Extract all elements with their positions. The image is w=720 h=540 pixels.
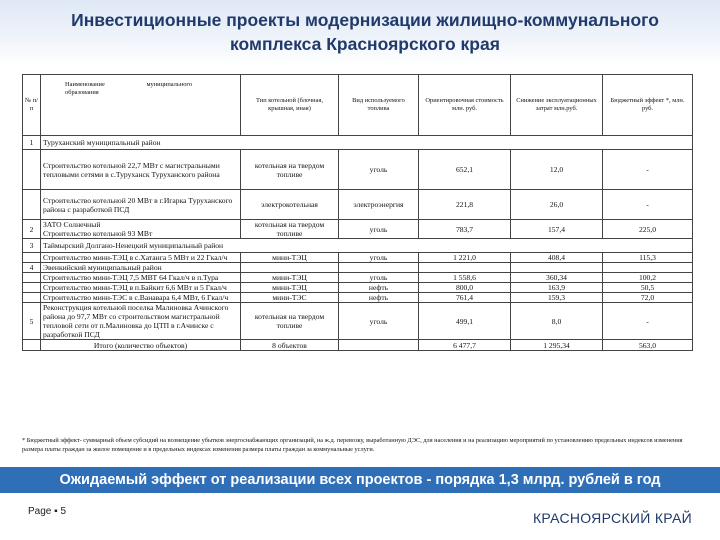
project-row-1 <box>23 150 693 190</box>
total-row <box>23 340 693 351</box>
header-budget: Бюджетный эффект *, млн. руб. <box>603 75 693 136</box>
project-name: Строительство мини-ТЭС в с.Ванавара 6,4 МВт, 6 Гкал/ч <box>41 293 241 303</box>
project-cost: 1 221,0 <box>419 253 511 263</box>
region-name: Таймырский Долгано-Ненецкий муниципальный район <box>41 239 693 253</box>
header-type: Тип котельной (блочная, крышная, иная) <box>241 75 339 136</box>
region-logo: КРАСНОЯРСКИЙ КРАЙ <box>532 510 692 526</box>
project-budget: 115,3 <box>603 253 693 263</box>
project-name: Строительство котельной 22,7 МВт с магистральными тепловыми сетями в с.Туруханск Туруханского района <box>41 150 241 190</box>
header-row <box>23 75 693 136</box>
project-name <box>41 220 241 239</box>
header-num: № п/п <box>23 75 41 136</box>
project-savings: 408,4 <box>511 253 603 263</box>
project-budget: - <box>603 190 693 220</box>
project-fuel: уголь <box>339 150 419 190</box>
region-name: ЗАТО Солнечный <box>43 220 101 229</box>
summary-banner: Ожидаемый эффект от реализации всех проектов - порядка 1,3 млрд. рублей в год <box>0 467 720 493</box>
page-number: Page ▪ 5 <box>28 506 67 517</box>
header-name-a: Наименование <box>65 81 105 88</box>
project-cost: 1 558,6 <box>419 273 511 283</box>
header-name-b: муниципального <box>146 81 193 88</box>
project-row-8 <box>23 303 693 340</box>
project-row-3 <box>23 220 693 239</box>
project-type: котельная на твердом топливе <box>241 220 339 239</box>
project-fuel: уголь <box>339 303 419 340</box>
project-budget: 72,0 <box>603 293 693 303</box>
project-savings: 8,0 <box>511 303 603 340</box>
project-type: электрокотельная <box>241 190 339 220</box>
project-cost: 499,1 <box>419 303 511 340</box>
project-fuel: уголь <box>339 253 419 263</box>
project-row-5 <box>23 273 693 283</box>
header-cost: Ориентировочная стоимость млн. руб. <box>419 75 511 136</box>
project-budget: 225,0 <box>603 220 693 239</box>
header-savings: Снижение эксплуатационных затрат млн.руб. <box>511 75 603 136</box>
project-type: мини-ТЭЦ <box>241 273 339 283</box>
project-budget: 50,5 <box>603 283 693 293</box>
project-type: котельная на твердом топливе <box>241 303 339 340</box>
project-fuel: уголь <box>339 220 419 239</box>
project-budget: - <box>603 303 693 340</box>
total-savings: 1 295,34 <box>511 340 603 351</box>
region-row-3 <box>23 239 693 253</box>
total-cost: 6 477,7 <box>419 340 511 351</box>
total-objects: 8 объектов <box>241 340 339 351</box>
project-savings: 26,0 <box>511 190 603 220</box>
project-fuel: уголь <box>339 273 419 283</box>
project-cost: 761,4 <box>419 293 511 303</box>
project-name-text: Строительство котельной 93 МВт <box>43 229 153 238</box>
project-name: Реконструкция котельной поселка Малиновка Ачинского района до 97,7 МВт со строительством магистральной тепловой сети от п.Малиновка до ЦТП в г.Ачинске с разработкой ПСД <box>41 303 241 340</box>
project-fuel: нефть <box>339 293 419 303</box>
region-num: 3 <box>23 239 41 253</box>
project-row-4 <box>23 253 693 263</box>
total-budget: 563,0 <box>603 340 693 351</box>
project-type: мини-ТЭЦ <box>241 283 339 293</box>
project-savings: 157,4 <box>511 220 603 239</box>
title-line-1: Инвестиционные проекты модернизации жилищно-коммунального <box>71 10 659 30</box>
region-num: 4 <box>23 263 41 273</box>
region-name: Эвенкийский муниципальный район <box>41 263 241 273</box>
project-budget: 100,2 <box>603 273 693 283</box>
region-row-1 <box>23 136 693 150</box>
total-label: Итого (количество объектов) <box>41 340 241 351</box>
project-cost: 783,7 <box>419 220 511 239</box>
project-savings: 159,3 <box>511 293 603 303</box>
region-num: 2 <box>23 220 41 239</box>
header-name-c: образования <box>65 89 99 96</box>
projects-table <box>22 74 693 351</box>
header-name <box>41 75 241 136</box>
project-cost: 800,0 <box>419 283 511 293</box>
region-name: Туруханский муниципальный район <box>41 136 693 150</box>
project-name: Строительство мини-ТЭЦ в с.Хатанга 5 МВт и 22 Гкал/ч <box>41 253 241 263</box>
project-cost: 652,1 <box>419 150 511 190</box>
project-type: котельная на твердом топливе <box>241 150 339 190</box>
project-row-6 <box>23 283 693 293</box>
project-budget: - <box>603 150 693 190</box>
project-savings: 360,34 <box>511 273 603 283</box>
project-row-7 <box>23 293 693 303</box>
project-cost: 221,8 <box>419 190 511 220</box>
header-fuel: Вид используемого топлива <box>339 75 419 136</box>
region-num: 1 <box>23 136 41 150</box>
project-fuel: нефть <box>339 283 419 293</box>
project-type: мини-ТЭЦ <box>241 253 339 263</box>
project-name: Строительство мини-ТЭЦ 7,5 МВТ 64 Гкал/ч в п.Тура <box>41 273 241 283</box>
project-name: Строительство мини-ТЭЦ в п.Байкит 6,6 МВт и 5 Гкал/ч <box>41 283 241 293</box>
page-title <box>20 8 710 56</box>
project-savings: 163,9 <box>511 283 603 293</box>
region-num: 5 <box>23 303 41 340</box>
project-savings: 12,0 <box>511 150 603 190</box>
region-row-4 <box>23 263 693 273</box>
title-line-2: комплекса Красноярского края <box>230 34 500 54</box>
project-name: Строительство котельной 20 МВт в г.Игарка Туруханского района с разработкой ПСД <box>41 190 241 220</box>
project-row-2 <box>23 190 693 220</box>
project-type: мини-ТЭС <box>241 293 339 303</box>
project-fuel: электроэнергия <box>339 190 419 220</box>
footnote: * Бюджетный эффект- суммарный объем субсидий на возмещение убытков энергоснабжающих организаций, на ж.д. перевозку, выработанную ДЭС, для населения и на реализацию мероприятий по установлению предельных индексов изменения размера платы граждан за жилое помещение и в предельных индексах изменения размера платы граждан за коммунальные услуги. <box>22 437 683 453</box>
